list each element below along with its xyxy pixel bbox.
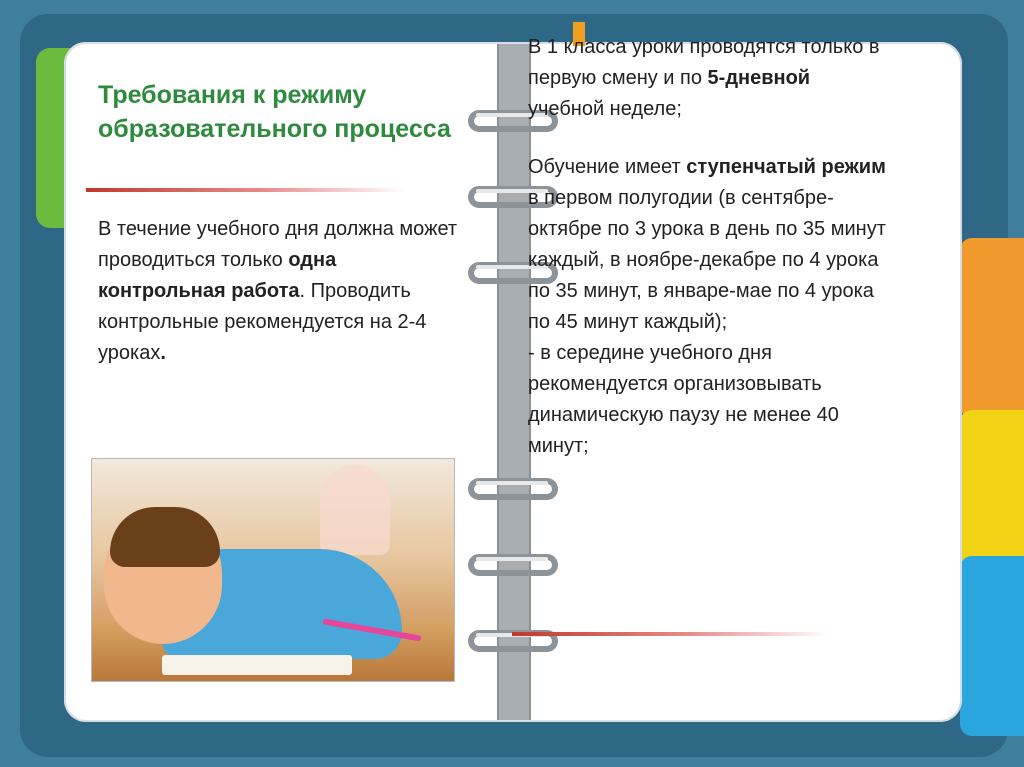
right-page-text bbox=[528, 32, 888, 462]
bold-text: ступенчатый режим bbox=[686, 156, 886, 178]
left-page bbox=[64, 42, 504, 722]
spiral-ring bbox=[466, 474, 562, 508]
control-work-paragraph bbox=[98, 214, 458, 369]
text-span: учебной неделе; bbox=[528, 98, 682, 120]
text-span: В течение учебного дня должна может проводиться только bbox=[98, 218, 458, 271]
photo-boy-hair bbox=[110, 507, 220, 567]
orange-divider-tab bbox=[960, 238, 1024, 418]
spiral-ring bbox=[466, 550, 562, 584]
bold-text: 5-дневной bbox=[707, 67, 811, 89]
notebook-spine bbox=[497, 44, 531, 720]
student-photo bbox=[91, 458, 455, 682]
text-span: - в середине учебного дня рекомендуется организовывать динамическую паузу не менее 40 минут; bbox=[528, 342, 839, 457]
blue-divider-tab bbox=[960, 556, 1024, 736]
first-grade-schedule-paragraph bbox=[528, 32, 888, 125]
ring-highlight bbox=[476, 557, 548, 561]
photo-girl-background bbox=[320, 465, 390, 555]
bold-text: . bbox=[160, 342, 166, 364]
bold-text: одна контрольная работа bbox=[98, 249, 337, 302]
page-title: Требования к режиму образовательного процесса bbox=[98, 81, 451, 143]
text-span: В 1 класса уроки проводятся только в первую смену и по bbox=[528, 36, 880, 89]
text-span: . Проводить контрольные рекомендуется на 2-4 уроках bbox=[98, 280, 427, 364]
title-underline bbox=[86, 188, 406, 192]
photo-notebook bbox=[162, 655, 352, 675]
text-span: Обучение имеет bbox=[528, 156, 687, 178]
yellow-divider-tab bbox=[960, 410, 1024, 570]
text-span: в первом полугодии (в сентябре-октябре по 3 урока в день по 35 минут каждый, в ноябре-декабре по 4 урока по 35 минут, в январе-мае по 4 урока по 45 минут каждый); bbox=[528, 187, 886, 333]
ring-highlight bbox=[476, 481, 548, 485]
right-bottom-rule bbox=[512, 632, 832, 636]
stepped-mode-paragraph bbox=[528, 152, 888, 462]
